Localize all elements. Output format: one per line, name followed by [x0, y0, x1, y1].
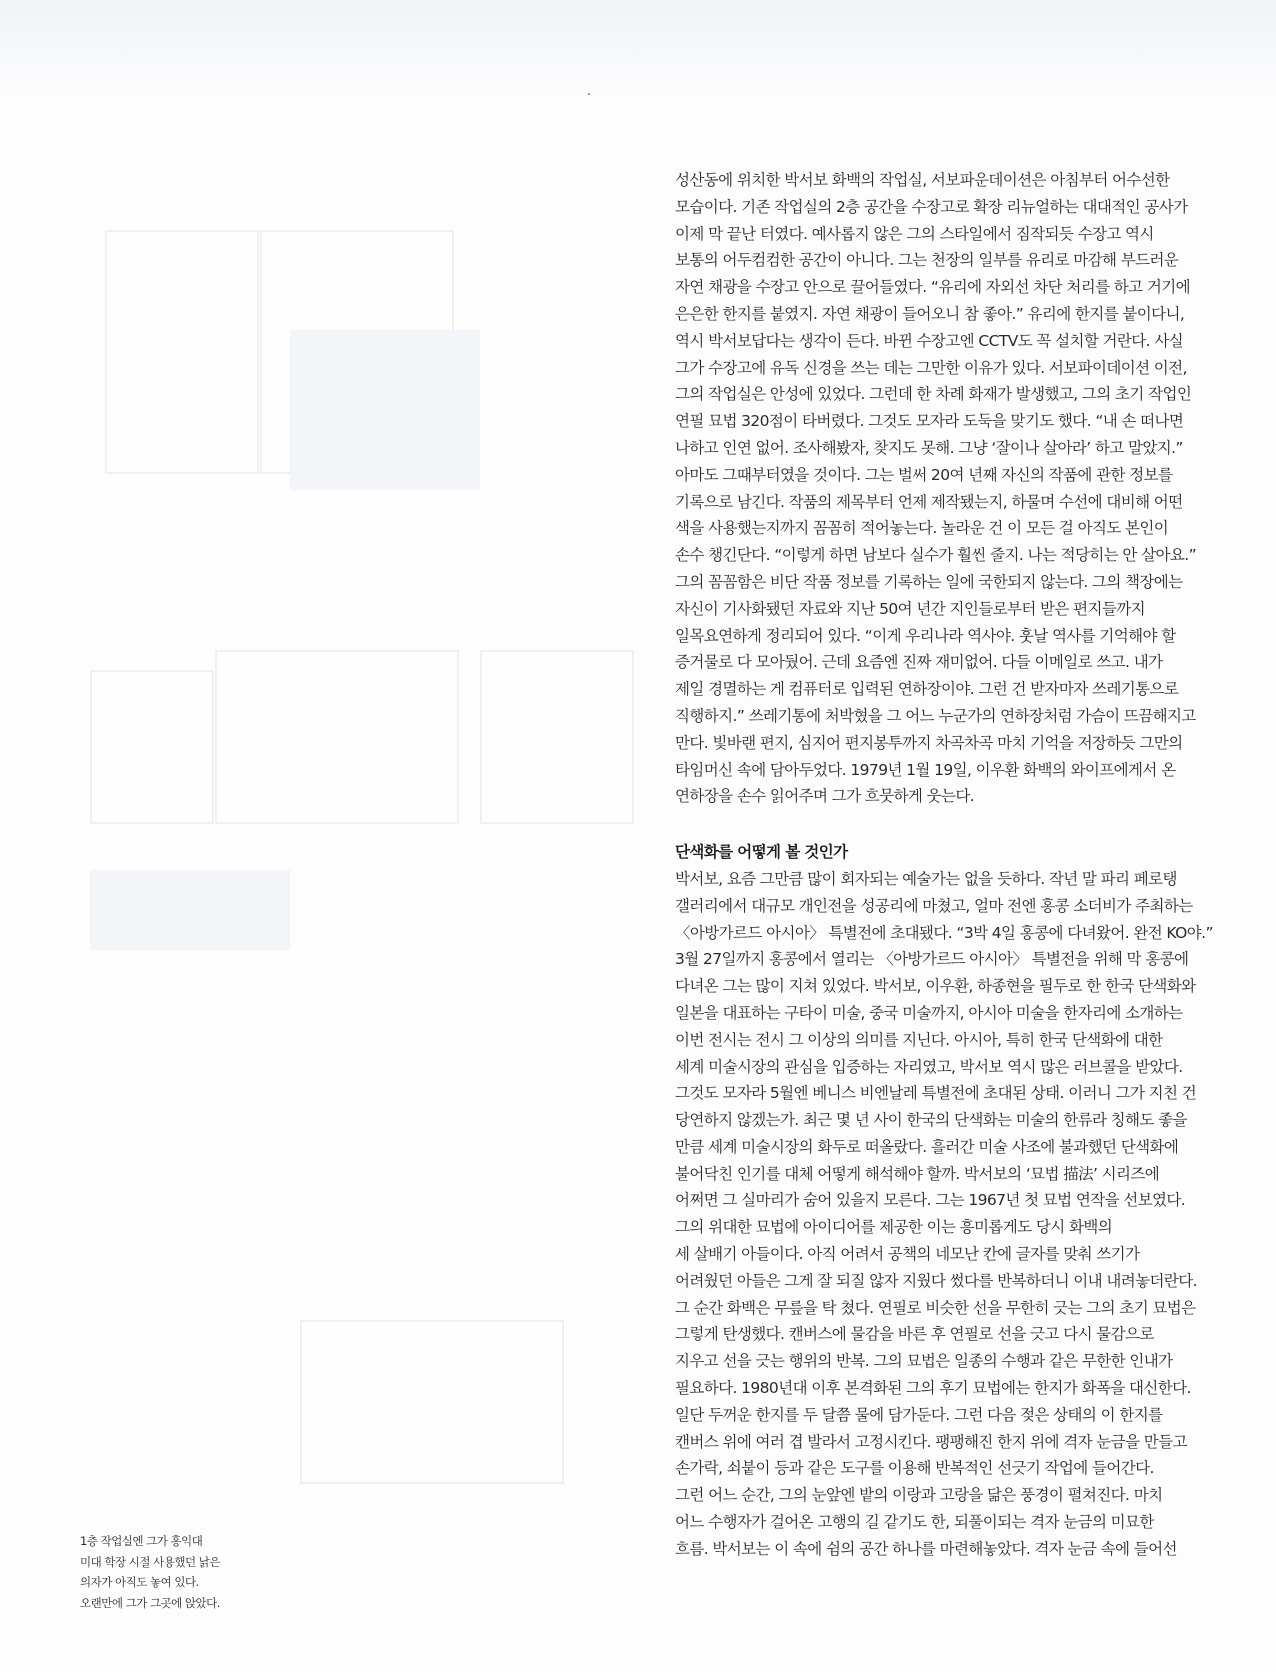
text-line: 지우고 선을 긋는 행위의 반복. 그의 묘법은 일종의 수행과 같은 무한한 인내가 [675, 1352, 1173, 1371]
text-line: 그렇게 탄생했다. 캔버스에 물감을 바른 후 연필로 선을 긋고 다시 물감으로 [675, 1325, 1154, 1344]
text-line: 그의 꼼꼼함은 비단 작품 정보를 기록하는 일에 국한되지 않는다. 그의 책장에는 [675, 572, 1183, 591]
text-line: 갤러리에서 대규모 개인전을 성공리에 마쳤고, 얼마 전엔 홍콩 소더비가 주최하는 [675, 896, 1193, 915]
text-line: 일단 두꺼운 한지를 두 달쯤 물에 담가둔다. 그런 다음 젖은 상태의 이 한지를 [675, 1405, 1163, 1424]
text-line: 보통의 어두컴컴한 공간이 아니다. 그는 천장의 일부를 유리로 마감해 부드러운 [675, 251, 1179, 270]
text-line: 아마도 그때부터였을 것이다. 그는 벌써 20여 년째 자신의 작품에 관한 정보를 [675, 465, 1173, 484]
text-line: 증거물로 다 모아뒀어. 근데 요즘엔 진짜 재미없어. 다들 이메일로 쓰고. 내가 [675, 653, 1163, 672]
text-line: 손수 챙긴단다. “이렇게 하면 남보다 실수가 훨씬 줄지. 나는 적당히는 안 살아요.” [675, 546, 1197, 565]
caption-line: 미대 학장 시절 사용했던 낡은 [80, 1554, 220, 1569]
text-line: 불어닥친 인기를 대체 어떻게 해석해야 할까. 박서보의 ‘묘법 描法’ 시리즈에 [675, 1164, 1160, 1183]
text-line: 어느 수행자가 걸어온 고행의 길 같기도 한, 되풀이되는 격자 눈금의 미묘한 [675, 1513, 1154, 1532]
text-line: 자연 채광을 수장고 안으로 끌어들였다. “유리에 자외선 차단 처리를 하고 거기에 [675, 278, 1190, 297]
text-line: 세 살배기 아들이다. 아직 어려서 공책의 네모난 칸에 글자를 맞춰 쓰기가 [675, 1245, 1140, 1264]
article-paragraph-2 [675, 866, 1213, 1563]
text-line: 어쩌면 그 실마리가 숨어 있을지 모른다. 그는 1967년 첫 묘법 연작을 선보였다. [675, 1191, 1186, 1210]
ghost-block [90, 870, 290, 950]
text-line: 타임머신 속에 담아두었다. 1979년 1월 19일, 이우환 화백의 와이프에게서 온 [675, 760, 1176, 779]
text-line: 성산동에 위치한 박서보 화백의 작업실, 서보파운데이션은 아침부터 어수선한 [675, 171, 1170, 189]
text-line: 그의 위대한 묘법에 아이디어를 제공한 이는 흥미롭게도 당시 화백의 [675, 1218, 1113, 1237]
photo-caption [80, 1531, 280, 1613]
text-line: 세계 미술시장의 관심을 입증하는 자리였고, 박서보 역시 많은 러브콜을 받았다. [675, 1057, 1183, 1076]
text-line: 이번 전시는 전시 그 이상의 의미를 지닌다. 아시아, 특히 한국 단색화에 대한 [675, 1030, 1163, 1049]
text-line: 그가 수장고에 유독 신경을 쓰는 데는 그만한 이유가 있다. 서보파이데이션 이전, [675, 358, 1187, 377]
text-line: 손가락, 쇠붙이 등과 같은 도구를 이용해 반복적인 선긋기 작업에 들어간다. [675, 1459, 1154, 1478]
text-line: 제일 경멸하는 게 컴퓨터로 입력된 연하장이야. 그런 건 받자마자 쓰레기통으로 [675, 680, 1179, 699]
text-line: 만큼 세계 미술시장의 화두로 떠올랐다. 흘러간 미술 사조에 불과했던 단색화에 [675, 1137, 1179, 1156]
section-heading: 단색화를 어떻게 볼 것인가 [675, 843, 848, 862]
text-line: 연필 묘법 320점이 타버렸다. 그것도 모자라 도둑을 맞기도 했다. “내 손 떠나면 [675, 412, 1184, 431]
text-line: 캔버스 위에 여러 겹 발라서 고정시킨다. 팽팽해진 한지 위에 격자 눈금을 만들고 [675, 1432, 1187, 1451]
text-line: 연하장을 손수 읽어주며 그가 흐뭇하게 웃는다. [675, 787, 975, 806]
text-line: 당연하지 않겠는가. 최근 몇 년 사이 한국의 단색화는 미술의 한류라 칭해도 좋을 [675, 1111, 1187, 1130]
speck [588, 93, 590, 95]
caption-line: 의자가 아직도 놓여 있다. [80, 1575, 199, 1589]
caption-line: 오랜만에 그가 그곳에 앉았다. [80, 1595, 220, 1610]
text-line: 역시 박서보답다는 생각이 든다. 바뀐 수장고엔 CCTV도 꼭 설치할 거란다. 사실 [675, 331, 1184, 350]
text-line: 은은한 한지를 붙였지. 자연 채광이 들어오니 참 좋아.” 유리에 한지를 붙이다니, [675, 304, 1185, 323]
caption-line: 1층 작업실엔 그가 홍익대 [80, 1534, 203, 1548]
text-line: 일목요연하게 정리되어 있다. “이게 우리나라 역사야. 훗날 역사를 기억해야 할 [675, 626, 1176, 645]
ghost-frame [300, 1320, 564, 1484]
text-line: 박서보, 요즘 그만큼 많이 회자되는 예술가는 없을 듯하다. 작년 말 파리 페로탱 [675, 869, 1177, 888]
text-line: 〈아방가르드 아시아〉 특별전에 초대됐다. “3박 4일 홍콩에 다녀왔어. 완전 KO야.” [675, 923, 1213, 942]
text-line: 모습이다. 기존 작업실의 2층 공간을 수장고로 확장 리뉴얼하는 대대적인 공사가 [675, 197, 1188, 216]
text-line: 자신이 기사화됐던 자료와 지난 50여 년간 지인들로부터 받은 편지들까지 [675, 599, 1145, 618]
ghost-frame [215, 650, 459, 824]
text-line: 그의 작업실은 안성에 있었다. 그런데 한 차례 화재가 발생했고, 그의 초기 작업인 [675, 385, 1192, 404]
text-line: 다녀온 그는 많이 지쳐 있었다. 박서보, 이우환, 하종현을 필두로 한 한국 단색화와 [675, 977, 1196, 996]
text-line: 그런 어느 순간, 그의 눈앞엔 밭의 이랑과 고랑을 닮은 풍경이 펼쳐진다. 마치 [675, 1486, 1163, 1505]
text-line: 어려웠던 아들은 그게 잘 되질 않자 지웠다 썼다를 반복하더니 이내 내려놓더란다. [675, 1271, 1197, 1290]
text-line: 필요하다. 1980년대 이후 본격화된 그의 후기 묘법에는 한지가 화폭을 대신한다. [675, 1379, 1191, 1398]
ghost-block [290, 330, 480, 490]
text-line: 그것도 모자라 5월엔 베니스 비엔날레 특별전에 초대된 상태. 이러니 그가 지친 건 [675, 1084, 1197, 1103]
text-line: 일본을 대표하는 구타이 미술, 중국 미술까지, 아시아 미술을 한자리에 소개하는 [675, 1003, 1183, 1022]
text-line: 3월 27일까지 홍콩에서 열리는 〈아방가르드 아시아〉 특별전을 위해 막 홍콩에 [675, 950, 1189, 969]
text-line: 기록으로 남긴다. 작품의 제목부터 언제 제작됐는지, 하물며 수선에 대비해 어떤 [675, 492, 1183, 511]
text-line: 이제 막 끝난 터였다. 예사롭지 않은 그의 스타일에서 짐작되듯 수장고 역시 [675, 224, 1154, 243]
article-column [675, 167, 1213, 1563]
top-shadow-band [0, 0, 1276, 95]
article-paragraph-1 [675, 167, 1195, 810]
ghost-frame [105, 230, 259, 474]
text-line: 그 순간 화백은 무릎을 탁 쳤다. 연필로 비슷한 선을 무한히 긋는 그의 초기 묘법은 [675, 1298, 1196, 1317]
text-line: 흐름. 박서보는 이 속에 쉼의 공간 하나를 마련해놓았다. 격자 눈금 속에 들어선 [675, 1539, 1177, 1558]
ghost-frame [480, 650, 634, 824]
text-line: 직행하지.” 쓰레기통에 처박혔을 그 어느 누군가의 연하장처럼 가슴이 뜨끔해지고 [675, 706, 1196, 725]
text-line: 만다. 빛바랜 편지, 심지어 편지봉투까지 차곡차곡 마치 기억을 저장하듯 그만의 [675, 733, 1183, 752]
ghost-frame [90, 670, 214, 824]
text-line: 색을 사용했는지까지 꼼꼼히 적어놓는다. 놀라운 건 이 모든 걸 아직도 본인이 [675, 519, 1169, 538]
text-line: 나하고 인연 없어. 조사해봤자, 찾지도 못해. 그냥 ‘잘이나 살아라’ 하고 말았지.” [675, 438, 1183, 457]
